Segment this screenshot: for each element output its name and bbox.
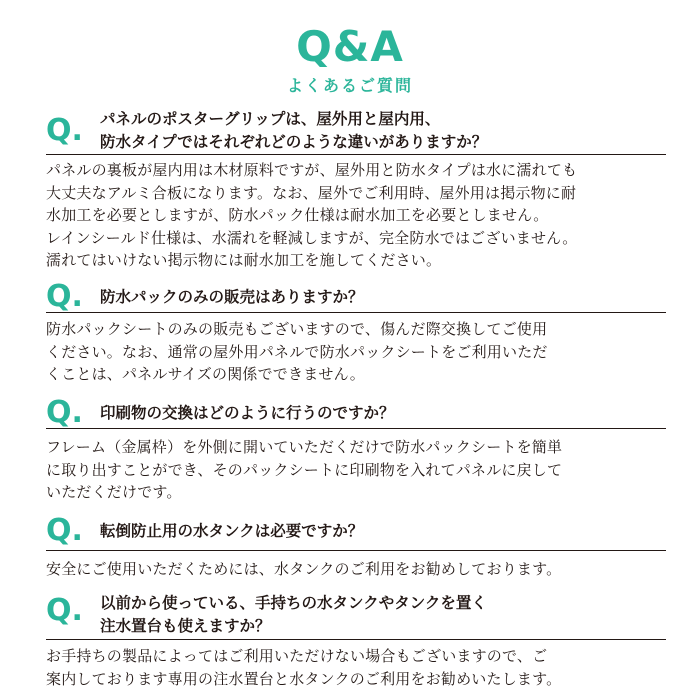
answer-text: 防水パックシートのみの販売もございますので、傷んだ際交換してご使用 ください。なお、通常の屋外用パネルで防水パックシートをご利用いただ くことは、パネルサイズの関係でできません。 [46, 320, 548, 383]
answer-text: 安全にご使用いただくためには、水タンクのご利用をお勧めしております。 [46, 560, 562, 578]
answer-text: パネルの裏板が屋内用は木材原料ですが、屋外用と防水タイプは水に濡れても 大丈夫なアルミ合板になります。なお、屋外でご利用時、屋外用は掲示物に耐 水加工を必要としますが、防水パック仕様は耐水加工を必要としません。 レインシールド仕様は、水濡れを軽減しますが、完全防水ではございません。 濡れてはいけない掲示物には耐水加工を施してください。 [46, 161, 578, 269]
question-text: 印刷物の交換はどのように行うのですか？ [100, 404, 395, 422]
q-mark: Q. [46, 113, 83, 148]
divider [46, 428, 666, 429]
q-mark: Q. [46, 513, 83, 548]
q-mark: Q. [46, 593, 83, 628]
question-text: 以前から使っている、手持ちの水タンクやタンクを置く 注水置台も使えますか？ [100, 594, 487, 635]
divider [46, 550, 666, 551]
answer-text: お手持ちの製品によってはご利用いただけない場合もございますので、ご 案内しております専用の注水置台と水タンクのご利用をお勧めいたします。 [46, 647, 562, 688]
q-mark: Q. [46, 279, 83, 314]
question-text: 防水パックのみの販売はありますか？ [100, 288, 364, 306]
question-text: 転倒防止用の水タンクは必要ですか？ [100, 522, 364, 540]
divider [46, 639, 666, 640]
question-text: パネルのポスターグリップは、屋外用と屋内用、 防水タイプではそれぞれどのような違いがありますか？ [100, 110, 488, 151]
q-mark: Q. [46, 395, 83, 430]
page-subtitle: よくあるご質問 [286, 76, 413, 95]
page-title: Q&A [296, 22, 404, 71]
answer-text: フレーム（金属枠）を外側に開いていただくだけで防水パックシートを簡単 に取り出すことができ、そのパックシートに印刷物を入れてパネルに戻して いただくだけです。 [46, 438, 563, 501]
divider [46, 154, 666, 155]
divider [46, 312, 666, 313]
